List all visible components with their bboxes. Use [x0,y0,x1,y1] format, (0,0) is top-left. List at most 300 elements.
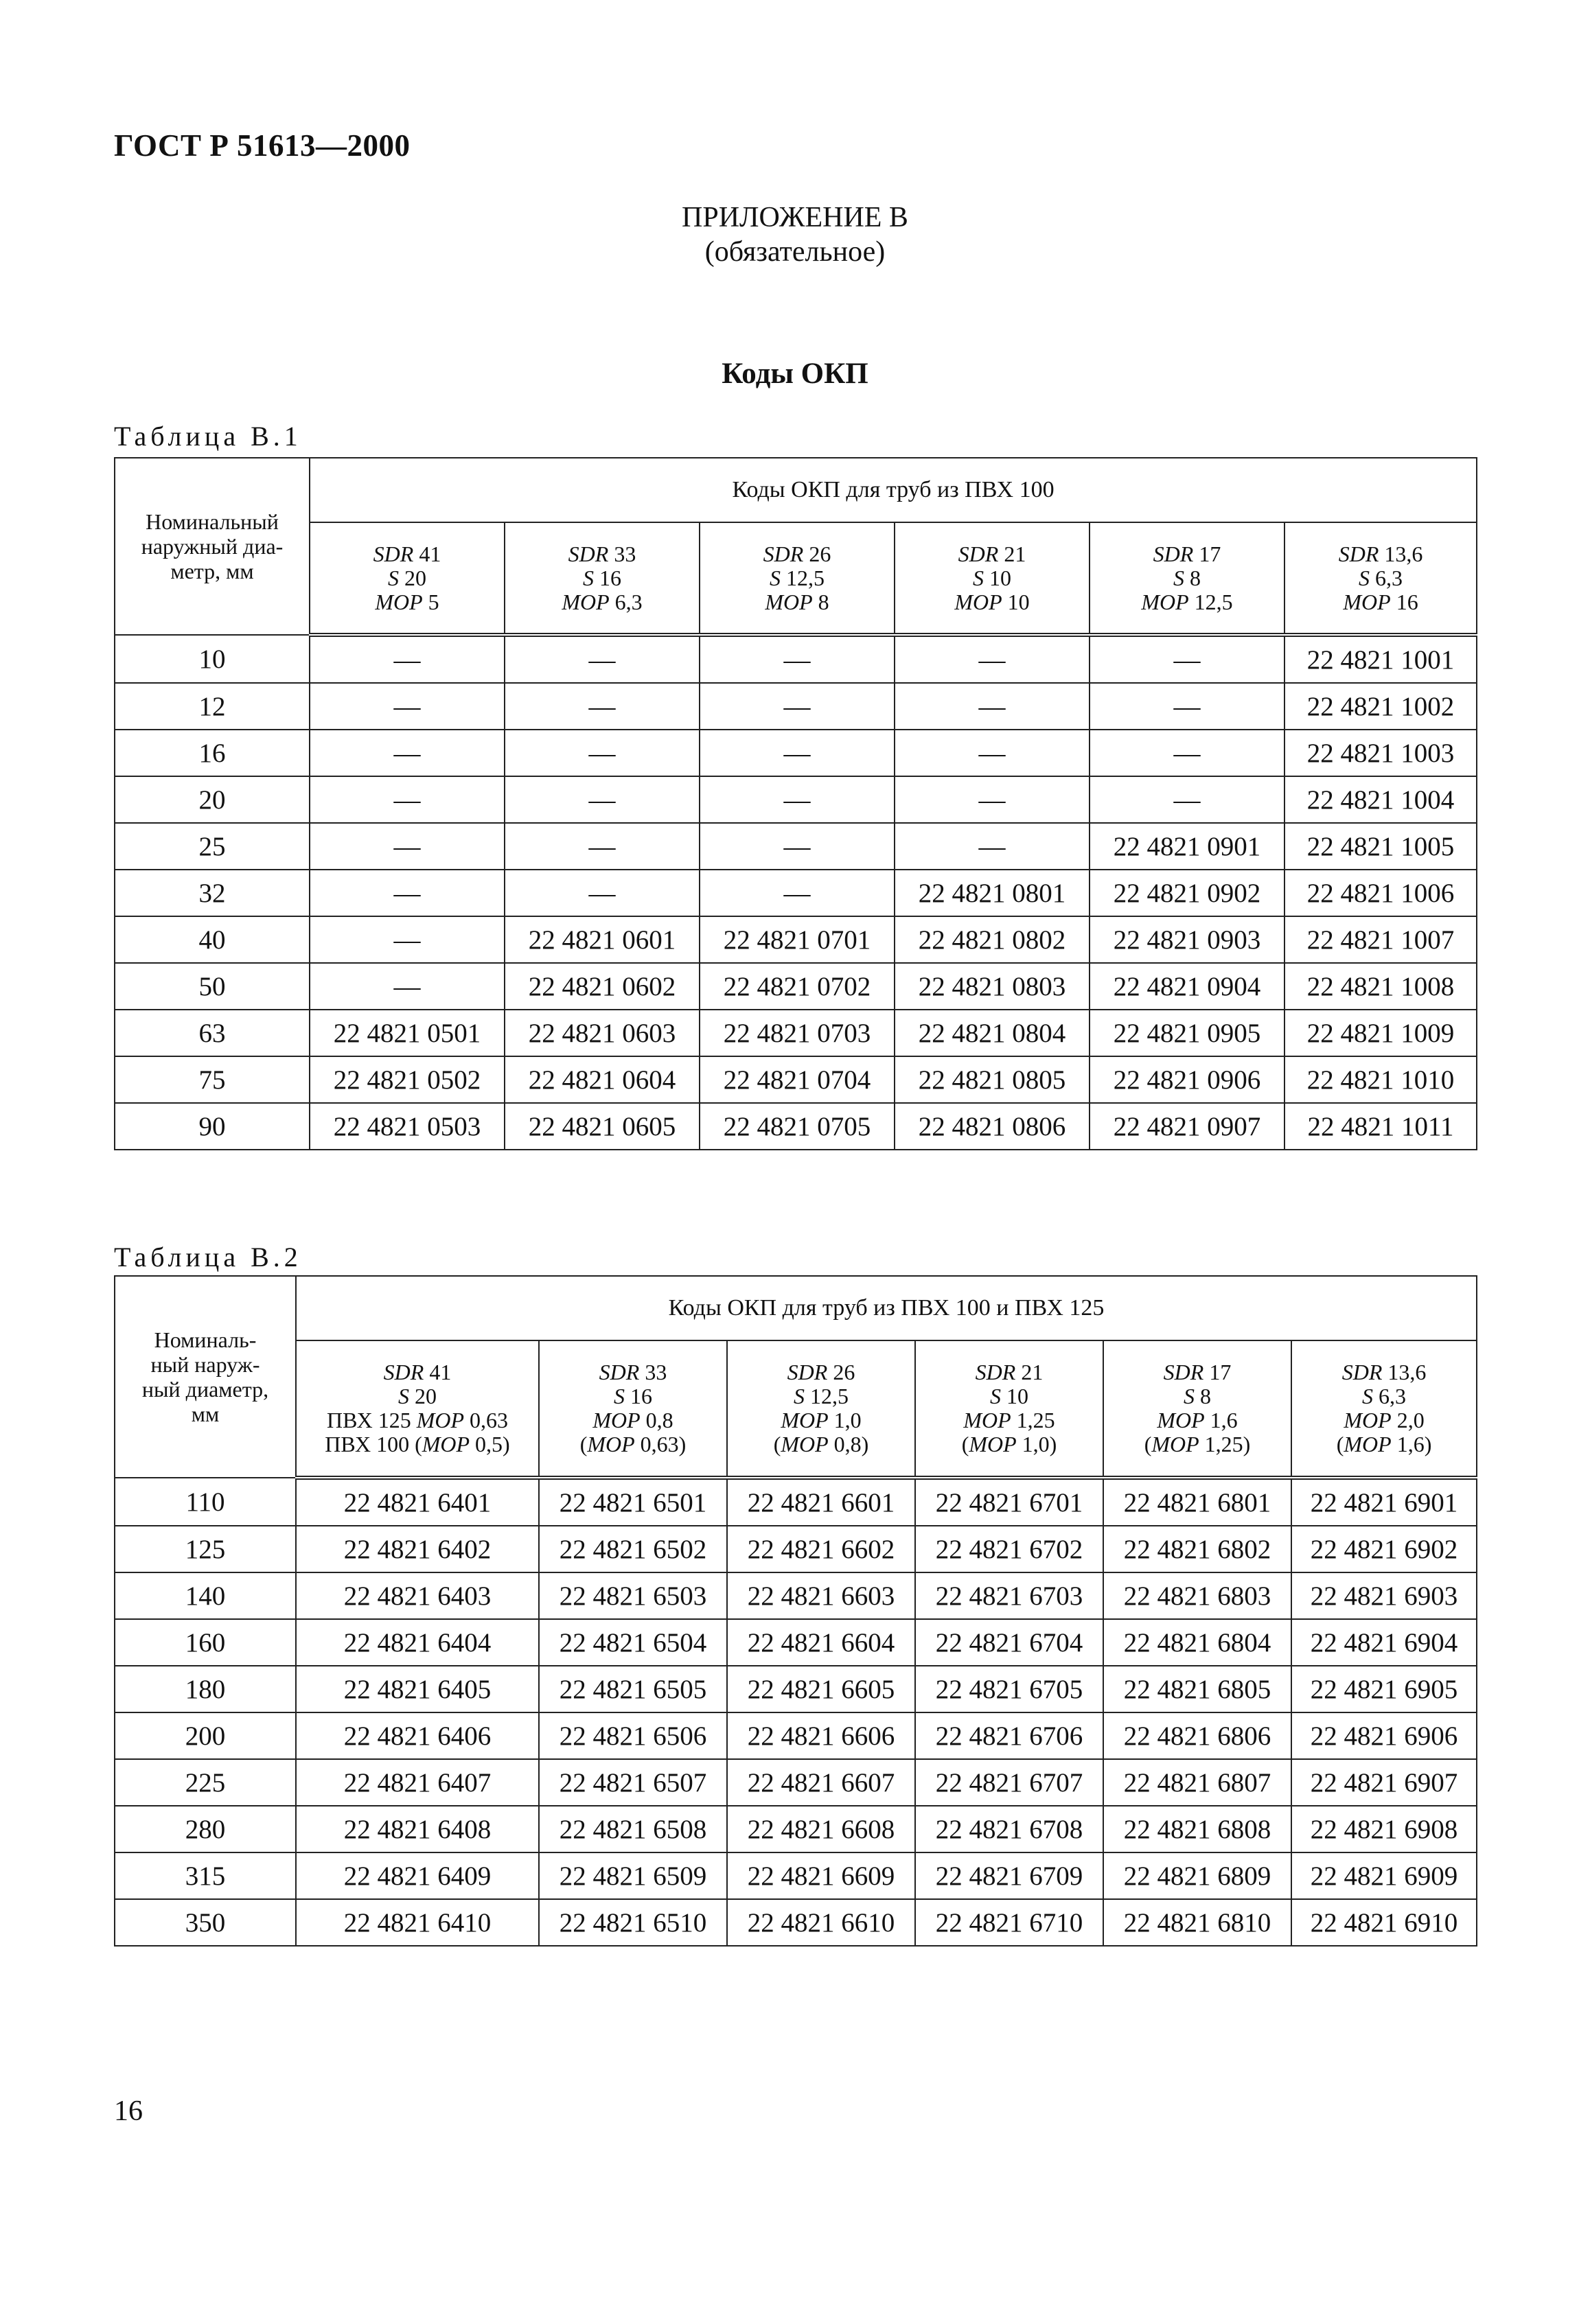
okp-code-cell: 22 4821 0604 [505,1056,700,1103]
mop-label: MOP [1344,1432,1392,1456]
table-row [115,1806,1477,1852]
table1-body [115,458,1477,1150]
document-code: ГОСТ Р 51613—2000 [114,128,411,163]
okp-code-cell: 22 4821 0705 [700,1103,895,1150]
table-row [115,1666,1477,1712]
diameter-cell: 315 [115,1852,296,1899]
diameter-cell: 20 [115,776,310,823]
table-row [115,1712,1477,1759]
table2-col-header [296,1340,539,1478]
col-mop2-line: (MOP 0,8) [773,1432,869,1456]
table-row [115,1899,1477,1946]
table-row [115,776,1477,823]
col-mop-line [895,590,1089,614]
mop-label: MOP [562,589,610,614]
okp-code-cell: 22 4821 6904 [1291,1619,1477,1666]
col-mop2-line: (MOP 1,0) [961,1432,1057,1456]
mop-label: MOP [969,1432,1017,1456]
okp-code-cell: 22 4821 6602 [727,1526,915,1572]
okp-code-cell: 22 4821 0902 [1090,870,1284,916]
mop-value: 10 [1007,589,1030,614]
col-mop-line [1285,590,1476,614]
okp-code-cell: 22 4821 1001 [1284,635,1477,683]
diameter-header-line: Номиналь- [154,1327,257,1352]
col-mop-line [728,1408,914,1432]
sdr-label: SDR [763,541,804,566]
table-row [115,635,1477,683]
s-label: S [398,1384,409,1408]
okp-code-cell: 22 4821 6409 [296,1852,539,1899]
mop-value: 0,8 [645,1408,673,1432]
s-value: 6,3 [1375,565,1403,590]
col-s-line [297,1384,538,1408]
okp-code-cell: 22 4821 6910 [1291,1899,1477,1946]
mop-value: 2,0 [1396,1408,1425,1432]
col-mop2-line [297,1432,538,1456]
okp-code-cell: — [700,730,895,776]
table-row [115,1526,1477,1572]
table-okp-pvc100-pvc125 [114,1275,1477,1947]
s-value: 16 [599,565,621,590]
okp-code-cell: — [1090,635,1284,683]
mop-label: MOP [954,589,1002,614]
col-s-line [1090,566,1284,590]
okp-code-cell: 22 4821 6709 [915,1852,1103,1899]
okp-code-cell: — [700,683,895,730]
okp-code-cell: — [505,776,700,823]
sdr-value: 17 [1209,1360,1232,1384]
sdr-value: 21 [1021,1360,1044,1384]
sdr-value: 17 [1199,541,1221,566]
table2-col-header [915,1340,1103,1478]
mop-label: MOP [592,1408,641,1432]
okp-code-cell: 22 4821 6403 [296,1572,539,1619]
okp-code-cell: 22 4821 6905 [1291,1666,1477,1712]
okp-code-cell: — [700,635,895,683]
okp-code-cell: 22 4821 1005 [1284,823,1477,870]
okp-code-cell: 22 4821 6906 [1291,1712,1477,1759]
col-s-line [700,566,894,590]
col-sdr-line [310,542,504,566]
okp-code-cell: 22 4821 6604 [727,1619,915,1666]
col-s-line [310,566,504,590]
mop-value: 0,63 [470,1408,509,1432]
table-row [115,963,1477,1010]
table1-col-header [700,522,895,635]
okp-code-cell: 22 4821 0802 [895,916,1090,963]
okp-code-cell: 22 4821 6506 [539,1712,727,1759]
okp-code-cell: 22 4821 6703 [915,1572,1103,1619]
sdr-label: SDR [1338,541,1379,566]
okp-code-cell: 22 4821 6710 [915,1899,1103,1946]
table2-main-header: Коды ОКП для труб из ПВХ 100 и ПВХ 125 [296,1276,1477,1340]
okp-code-cell: — [505,870,700,916]
diameter-header-line: ный диаметр, [141,1377,269,1402]
okp-code-cell: 22 4821 1002 [1284,683,1477,730]
mop-value: 12,5 [1194,589,1233,614]
okp-code-cell: 22 4821 6606 [727,1712,915,1759]
table-row [115,683,1477,730]
okp-code-cell: 22 4821 1003 [1284,730,1477,776]
section-title: Коды ОКП [722,358,868,390]
okp-code-cell: 22 4821 6609 [727,1852,915,1899]
col-mop-line [1292,1408,1476,1432]
okp-code-cell: — [505,823,700,870]
col-s-line [895,566,1089,590]
diameter-cell: 63 [115,1010,310,1056]
okp-code-cell: 22 4821 6504 [539,1619,727,1666]
s-value: 10 [989,565,1011,590]
table-row [115,730,1477,776]
mop-label: MOP [963,1408,1011,1432]
s-value: 20 [415,1384,437,1408]
okp-code-cell: — [1090,730,1284,776]
appendix-subtitle: (обязательное) [704,236,886,268]
table-okp-pvc100 [114,457,1477,1150]
sdr-label: SDR [373,541,414,566]
okp-code-cell: 22 4821 6806 [1103,1712,1291,1759]
okp-code-cell: 22 4821 6503 [539,1572,727,1619]
diameter-header-line: наружный диа- [141,534,284,559]
diameter-cell: 140 [115,1572,296,1619]
col-mop-line [700,590,894,614]
mop-value: 16 [1396,589,1418,614]
okp-code-cell: 22 4821 6802 [1103,1526,1291,1572]
col-sdr-line [1292,1360,1476,1384]
mop-label: MOP [1157,1408,1205,1432]
okp-code-cell: 22 4821 6410 [296,1899,539,1946]
s-label: S [1359,565,1370,590]
okp-code-cell: 22 4821 1010 [1284,1056,1477,1103]
okp-code-cell: 22 4821 0805 [895,1056,1090,1103]
okp-code-cell: — [895,683,1090,730]
okp-code-cell: 22 4821 6809 [1103,1852,1291,1899]
mop-value: 1,0 [833,1408,862,1432]
diameter-cell: 225 [115,1759,296,1806]
diameter-cell: 180 [115,1666,296,1712]
sdr-value: 13,6 [1384,541,1423,566]
okp-code-cell: 22 4821 6505 [539,1666,727,1712]
table1-caption: Таблица В.1 [114,421,302,452]
col-mop-line [540,1408,726,1432]
table1-col-header [310,522,505,635]
mop2-value: 1,0) [1022,1432,1057,1456]
mop-label: MOP [422,1432,470,1456]
okp-code-cell: 22 4821 6804 [1103,1619,1291,1666]
mop-label: MOP [416,1408,465,1432]
okp-code-cell: 22 4821 6507 [539,1759,727,1806]
sdr-value: 33 [614,541,636,566]
s-label: S [614,1384,625,1408]
s-value: 8 [1200,1384,1211,1408]
appendix-heading [0,200,1590,269]
sdr-label: SDR [1163,1360,1204,1384]
okp-code-cell: 22 4821 6605 [727,1666,915,1712]
s-label: S [388,565,399,590]
okp-code-cell: — [895,730,1090,776]
table1-col-header [1090,522,1284,635]
sdr-label: SDR [958,541,999,566]
okp-code-cell: 22 4821 0801 [895,870,1090,916]
okp-code-cell: 22 4821 6601 [727,1478,915,1526]
table-row [115,1010,1477,1056]
okp-code-cell: 22 4821 6603 [727,1572,915,1619]
table2-col-header [1291,1340,1477,1478]
okp-code-cell: — [310,823,505,870]
mop2-value: 1,25) [1204,1432,1251,1456]
table-row [115,1619,1477,1666]
okp-code-cell: 22 4821 6406 [296,1712,539,1759]
diameter-cell: 350 [115,1899,296,1946]
okp-code-cell: 22 4821 1009 [1284,1010,1477,1056]
table-row [115,1759,1477,1806]
okp-code-cell: 22 4821 0602 [505,963,700,1010]
okp-code-cell: — [895,635,1090,683]
mop-value: 1,6 [1210,1408,1238,1432]
table2-col-header [539,1340,727,1478]
okp-code-cell: — [310,683,505,730]
table-row [115,1056,1477,1103]
s-value: 8 [1190,565,1201,590]
s-label: S [794,1384,805,1408]
sdr-label: SDR [1153,541,1194,566]
okp-code-cell: 22 4821 6902 [1291,1526,1477,1572]
col-s-line [1104,1384,1291,1408]
table-row [115,1572,1477,1619]
sdr-value: 21 [1004,541,1026,566]
okp-code-cell: — [700,776,895,823]
okp-code-cell: — [1090,683,1284,730]
col-mop-line [916,1408,1103,1432]
table2-caption: Таблица В.2 [114,1242,302,1273]
table-row [115,1478,1477,1526]
sdr-label: SDR [787,1360,828,1384]
s-label: S [990,1384,1001,1408]
okp-code-cell: 22 4821 6510 [539,1899,727,1946]
table-row [115,1852,1477,1899]
mop-value: 1,25 [1016,1408,1055,1432]
col-sdr-line [1104,1360,1291,1384]
s-label: S [583,565,594,590]
okp-code-cell: 22 4821 1007 [1284,916,1477,963]
col-sdr-line [916,1360,1103,1384]
okp-code-cell: — [310,870,505,916]
mop2-value: 0,5) [475,1432,510,1456]
okp-code-cell: 22 4821 0603 [505,1010,700,1056]
diameter-header-line: ный наруж- [150,1352,260,1377]
sdr-value: 33 [645,1360,667,1384]
okp-code-cell: 22 4821 0901 [1090,823,1284,870]
table2-body [115,1276,1477,1946]
col-mop2-line: (MOP 1,25) [1144,1432,1251,1456]
table2-col-header [727,1340,915,1478]
okp-code-cell: 22 4821 6705 [915,1666,1103,1712]
s-label: S [973,565,984,590]
okp-code-cell: 22 4821 6908 [1291,1806,1477,1852]
col-sdr-line [700,542,894,566]
okp-code-cell: 22 4821 6501 [539,1478,727,1526]
s-value: 16 [630,1384,652,1408]
okp-code-cell: 22 4821 0601 [505,916,700,963]
okp-code-cell: 22 4821 0502 [310,1056,505,1103]
table1-diameter-header [115,458,310,635]
mop2-value: 1,6) [1396,1432,1432,1456]
table1-col-header [505,522,700,635]
col-sdr-line [1090,542,1284,566]
table-row [115,1103,1477,1150]
table1-main-header: Коды ОКП для труб из ПВХ 100 [310,458,1477,522]
okp-code-cell: — [700,823,895,870]
mop-label: MOP [765,589,813,614]
okp-code-cell: — [310,730,505,776]
mop-label: MOP [1344,1408,1392,1432]
mop-value: 8 [818,589,829,614]
mop-label: MOP [1343,589,1391,614]
sdr-value: 26 [833,1360,855,1384]
okp-code-cell: 22 4821 0701 [700,916,895,963]
okp-code-cell: — [895,823,1090,870]
okp-code-cell: 22 4821 0704 [700,1056,895,1103]
diameter-cell: 50 [115,963,310,1010]
s-label: S [1362,1384,1374,1408]
okp-code-cell: 22 4821 6509 [539,1852,727,1899]
table2-subheader-row [115,1340,1477,1478]
okp-code-cell: 22 4821 6405 [296,1666,539,1712]
sdr-value: 41 [429,1360,452,1384]
okp-code-cell: 22 4821 6404 [296,1619,539,1666]
table-row [115,870,1477,916]
s-value: 6,3 [1379,1384,1407,1408]
diameter-cell: 16 [115,730,310,776]
mop-value: 5 [428,589,439,614]
diameter-header-line: мм [191,1402,220,1426]
col-mop-line [297,1408,538,1432]
table2-diameter-header [115,1276,296,1478]
okp-code-cell: 22 4821 6909 [1291,1852,1477,1899]
okp-code-cell: 22 4821 6610 [727,1899,915,1946]
col-mop-line [505,590,699,614]
diameter-cell: 90 [115,1103,310,1150]
mop-label: MOP [1151,1432,1199,1456]
okp-code-cell: 22 4821 0903 [1090,916,1284,963]
mop-label: MOP [587,1432,635,1456]
diameter-header-line: метр, мм [170,559,254,583]
okp-code-cell: 22 4821 6407 [296,1759,539,1806]
okp-code-cell: 22 4821 6607 [727,1759,915,1806]
table1-col-header [1284,522,1477,635]
okp-code-cell: — [700,870,895,916]
okp-code-cell: 22 4821 1011 [1284,1103,1477,1150]
pvc100-prefix: ПВХ 100 ( [325,1432,422,1456]
okp-code-cell: — [310,963,505,1010]
okp-code-cell: 22 4821 6810 [1103,1899,1291,1946]
page-number: 16 [114,2095,143,2127]
okp-code-cell: 22 4821 0702 [700,963,895,1010]
diameter-cell: 75 [115,1056,310,1103]
mop-label: MOP [781,1408,829,1432]
s-label: S [1173,565,1184,590]
okp-code-cell: 22 4821 0904 [1090,963,1284,1010]
okp-code-cell: 22 4821 6502 [539,1526,727,1572]
col-sdr-line [540,1360,726,1384]
s-label: S [1184,1384,1195,1408]
okp-code-cell: — [1090,776,1284,823]
okp-code-cell: 22 4821 0806 [895,1103,1090,1150]
col-mop2-line: (MOP 0,63) [579,1432,687,1456]
okp-code-cell: 22 4821 1006 [1284,870,1477,916]
okp-code-cell: 22 4821 6702 [915,1526,1103,1572]
s-value: 20 [404,565,426,590]
okp-code-cell: 22 4821 0907 [1090,1103,1284,1150]
okp-code-cell: 22 4821 6808 [1103,1806,1291,1852]
okp-code-cell: 22 4821 6801 [1103,1478,1291,1526]
sdr-label: SDR [975,1360,1016,1384]
okp-code-cell: 22 4821 6805 [1103,1666,1291,1712]
appendix-title: ПРИЛОЖЕНИЕ В [682,202,908,233]
mop2-value: 0,63) [640,1432,687,1456]
okp-code-cell: — [505,635,700,683]
sdr-label: SDR [568,541,609,566]
col-mop-line [1090,590,1284,614]
col-mop-line [310,590,504,614]
sdr-label: SDR [1341,1360,1383,1384]
okp-code-cell: 22 4821 6402 [296,1526,539,1572]
okp-code-cell: 22 4821 6704 [915,1619,1103,1666]
okp-code-cell: 22 4821 6707 [915,1759,1103,1806]
mop-value: 6,3 [614,589,643,614]
col-sdr-line [297,1360,538,1384]
okp-code-cell: — [310,635,505,683]
okp-code-cell: 22 4821 0906 [1090,1056,1284,1103]
diameter-cell: 10 [115,635,310,683]
sdr-value: 13,6 [1387,1360,1427,1384]
okp-code-cell: 22 4821 0803 [895,963,1090,1010]
okp-code-cell: 22 4821 6701 [915,1478,1103,1526]
okp-code-cell: 22 4821 0905 [1090,1010,1284,1056]
okp-code-cell: 22 4821 0804 [895,1010,1090,1056]
mop-label: MOP [375,589,423,614]
diameter-cell: 32 [115,870,310,916]
sdr-label: SDR [383,1360,424,1384]
diameter-cell: 125 [115,1526,296,1572]
okp-code-cell: 22 4821 0605 [505,1103,700,1150]
col-s-line [728,1384,914,1408]
okp-code-cell: 22 4821 1008 [1284,963,1477,1010]
okp-code-cell: 22 4821 6901 [1291,1478,1477,1526]
diameter-cell: 280 [115,1806,296,1852]
diameter-cell: 25 [115,823,310,870]
table-row [115,916,1477,963]
okp-code-cell: — [895,776,1090,823]
okp-code-cell: 22 4821 6706 [915,1712,1103,1759]
col-s-line [505,566,699,590]
okp-code-cell: 22 4821 0501 [310,1010,505,1056]
okp-code-cell: 22 4821 6708 [915,1806,1103,1852]
col-sdr-line [728,1360,914,1384]
s-value: 12,5 [810,1384,849,1408]
okp-code-cell: 22 4821 6903 [1291,1572,1477,1619]
col-s-line [1285,566,1476,590]
table2-col-header [1103,1340,1291,1478]
s-value: 10 [1006,1384,1028,1408]
okp-code-cell: 22 4821 6907 [1291,1759,1477,1806]
okp-code-cell: 22 4821 6408 [296,1806,539,1852]
okp-code-cell: — [505,730,700,776]
okp-code-cell: 22 4821 6608 [727,1806,915,1852]
sdr-value: 26 [809,541,831,566]
table-row [115,823,1477,870]
s-value: 12,5 [786,565,825,590]
